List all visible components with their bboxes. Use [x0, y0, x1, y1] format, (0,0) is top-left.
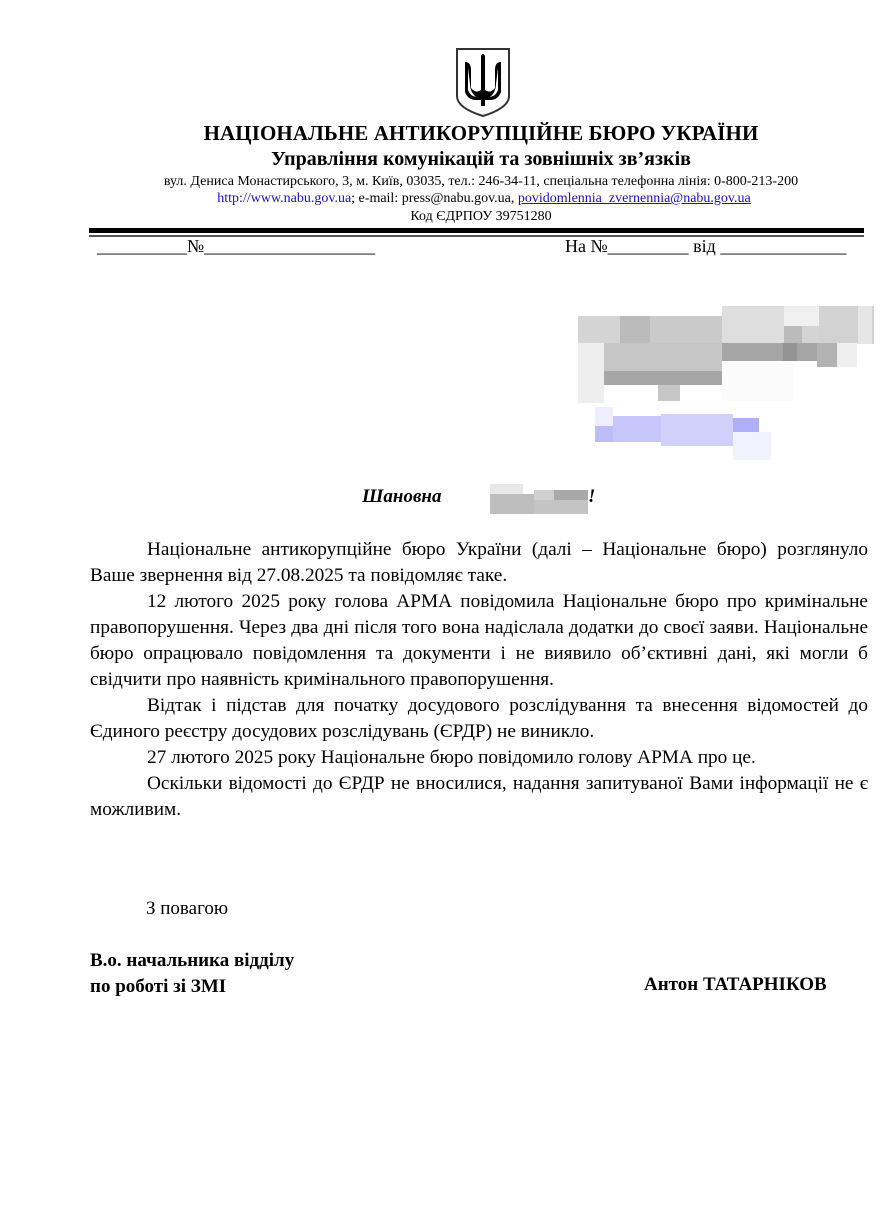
body-paragraph: 27 лютого 2025 року Національне бюро повідомило голову АРМА про це.	[147, 747, 756, 768]
letter-body	[90, 537, 868, 823]
website-link[interactable]: http://www.nabu.gov.ua	[217, 191, 352, 206]
body-paragraph: Оскільки відомості до ЄРДР не вносилися, надання запитуваної Вами інформації не є можливим.	[90, 773, 868, 820]
department-name: Управління комунікацій та зовнішніх зв’язків	[271, 148, 691, 170]
organization-name: НАЦІОНАЛЬНЕ АНТИКОРУПЦІЙНЕ БЮРО УКРАЇНИ	[203, 121, 759, 145]
signatory-name: Антон ТАТАРНІКОВ	[644, 974, 827, 995]
signatory-title-line2: по роботі зі ЗМІ	[90, 976, 227, 997]
address-line: вул. Дениса Монастирського, 3, м. Київ, 03035, тел.: 246-34-11, спеціальна телефонна лінія: 0-800-213-200	[163, 174, 799, 189]
email-press-text: ; e-mail: press@nabu.gov.ua,	[351, 191, 518, 206]
body-paragraph: Національне антикорупційне бюро України (далі – Національне бюро) розглянуло Ваше звернення від 27.08.2025 та повідомляє таке.	[90, 539, 868, 586]
body-paragraph: 12 лютого 2025 року голова АРМА повідомила Національне бюро про кримінальне правопорушення. Через два дні після того вона надіслала додатки до своєї заяви. Національне бюро опрацювало повідомлення та документи і не виявило об’єктивні дані, які могли б свідчити про наявність кримінального правопорушення.	[90, 591, 868, 690]
edrpou-code: Код ЄДРПОУ 39751280	[410, 209, 552, 224]
outgoing-number-field: __________№___________________	[97, 236, 376, 256]
reference-number-field: На №_________ від ______________	[565, 236, 847, 256]
signatory-title	[90, 948, 294, 1000]
redacted-addressee-name	[490, 484, 588, 514]
body-paragraph: Відтак і підстав для початку досудового розслідування та внесення відомостей до Єдиного реєстру досудових розслідувань (ЄРДР) не виникло.	[90, 695, 868, 742]
ukraine-trident-emblem-icon	[454, 46, 512, 118]
redacted-addressee-block	[578, 304, 870, 464]
salutation-punctuation: !	[588, 486, 596, 507]
closing-phrase: З повагою	[146, 898, 229, 919]
signatory-title-line1: В.о. начальника відділу	[90, 950, 295, 971]
salutation: Шановна	[362, 486, 442, 507]
email-report-link[interactable]: povidomlennia_zvernennia@nabu.gov.ua	[517, 191, 751, 206]
contacts-line	[0, 191, 896, 207]
header-divider-thick	[89, 228, 864, 233]
